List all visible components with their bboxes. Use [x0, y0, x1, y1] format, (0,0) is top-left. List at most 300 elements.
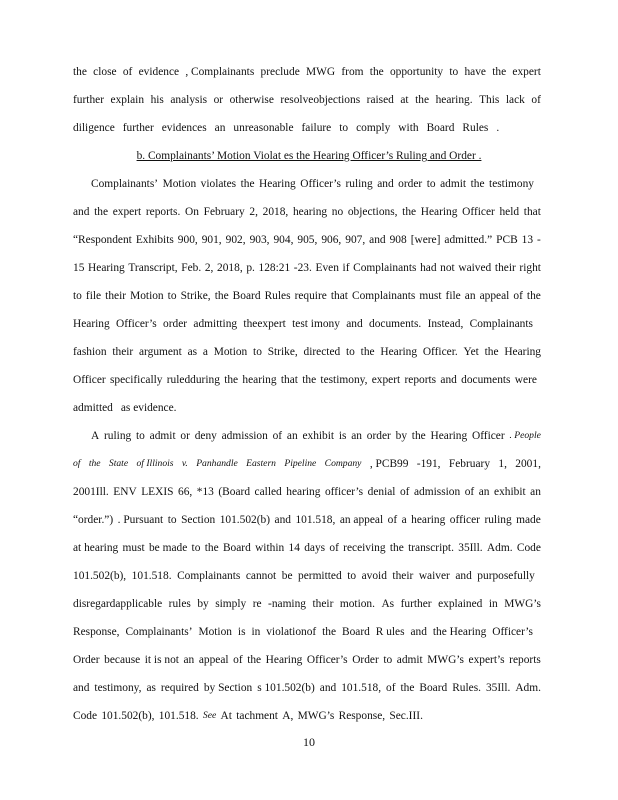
word: of	[386, 682, 396, 694]
word: This	[479, 94, 500, 106]
word: -191,	[416, 458, 441, 470]
word: p.	[246, 262, 255, 274]
word: as evidence.	[120, 402, 177, 414]
word: Motion	[162, 178, 197, 190]
word: it is not	[144, 654, 179, 666]
word: denial	[367, 486, 396, 498]
word: ruling	[484, 514, 512, 526]
word: within	[255, 542, 285, 554]
word: 128:21	[258, 262, 291, 274]
word: of	[399, 486, 410, 498]
word: officer’s	[324, 486, 364, 498]
word: comply	[356, 122, 391, 134]
word: if	[342, 262, 350, 274]
word: the	[484, 346, 499, 358]
word: further	[122, 122, 154, 134]
word: as	[187, 346, 198, 358]
word: their	[392, 570, 414, 582]
word: documents.	[369, 318, 422, 330]
body-line	[73, 233, 541, 247]
word: Complainants	[353, 262, 417, 274]
word: LEXIS	[141, 486, 174, 498]
word: “order.”)	[73, 514, 114, 526]
word: tachment	[236, 710, 278, 722]
word: 2001,	[515, 458, 541, 470]
word: *13	[196, 486, 214, 498]
word: a	[202, 346, 208, 358]
word: expert	[512, 66, 541, 78]
word: expert’s	[468, 654, 505, 666]
word: receiving	[343, 542, 386, 554]
word: the	[88, 458, 101, 469]
word: Officer	[471, 430, 505, 442]
word: Complainants’	[125, 626, 193, 638]
word: with	[398, 122, 419, 134]
word: diligence	[73, 122, 115, 134]
word: waiver	[418, 570, 450, 582]
word: admit	[440, 178, 467, 190]
word: in	[488, 598, 498, 610]
word: 101.518,	[341, 682, 382, 694]
word: the	[389, 542, 404, 554]
word: 901,	[201, 234, 222, 246]
word: the	[492, 66, 507, 78]
word: (Board	[218, 486, 251, 498]
word: testimony,	[94, 682, 142, 694]
word: A,	[282, 710, 294, 722]
word: Motion	[198, 626, 232, 638]
body-line	[73, 373, 537, 387]
word: by Section	[203, 682, 253, 694]
word: ruling	[104, 430, 132, 442]
word: have	[464, 66, 486, 78]
word: his	[150, 94, 164, 106]
word: the	[73, 66, 87, 78]
body-line	[73, 513, 541, 527]
word: February	[448, 458, 491, 470]
word: and	[73, 682, 90, 694]
word: of	[513, 290, 523, 302]
word: hearing	[411, 514, 446, 526]
word: evidences	[161, 122, 207, 134]
word: be	[281, 570, 293, 582]
word: Panhandle	[196, 458, 238, 469]
word: theexpert	[243, 318, 286, 330]
word: 2018,	[217, 262, 243, 274]
word: as	[146, 682, 156, 694]
word: As	[381, 598, 395, 610]
word: further	[400, 598, 432, 610]
word: Sec.III.	[389, 710, 423, 722]
word: because	[104, 654, 141, 666]
word: admitted.”	[444, 234, 493, 246]
body-line	[73, 205, 541, 219]
word: hearing	[292, 206, 328, 218]
word: 66,	[178, 486, 193, 498]
word: of	[73, 458, 81, 469]
word: 13	[521, 234, 534, 246]
word: the	[302, 374, 317, 386]
word: of Illinois	[136, 458, 174, 469]
word: to	[347, 570, 357, 582]
word: appeal	[198, 654, 229, 666]
word: to	[167, 290, 177, 302]
word: at hearing	[73, 542, 119, 554]
word: and	[377, 178, 394, 190]
word: admit	[396, 654, 423, 666]
body-line	[91, 177, 534, 191]
word: must	[419, 290, 442, 302]
word: 2001Ill.	[73, 486, 109, 498]
word: ruledduring	[166, 374, 220, 386]
word: reports	[404, 374, 437, 386]
word: 15	[73, 262, 85, 274]
word: of	[233, 654, 243, 666]
word: MWG’s	[297, 710, 335, 722]
word: otherwise	[229, 94, 274, 106]
word: order	[398, 178, 423, 190]
word: made	[516, 514, 541, 526]
word: in	[251, 626, 261, 638]
word: reports	[509, 654, 541, 666]
word: file	[445, 290, 461, 302]
word: Hearing	[265, 654, 303, 666]
word: from	[341, 66, 364, 78]
word: 101.518.	[131, 570, 172, 582]
word: Adm.	[486, 542, 513, 554]
word: -23.	[293, 262, 312, 274]
word: 906,	[321, 234, 342, 246]
word: of	[272, 430, 283, 442]
word: 905,	[297, 234, 318, 246]
word: admitted	[73, 402, 113, 414]
word: -	[537, 234, 541, 246]
word: 900,	[177, 234, 198, 246]
word: officer	[449, 514, 480, 526]
word: Response,	[338, 710, 386, 722]
word: the	[224, 374, 239, 386]
word: the	[411, 430, 426, 442]
word: permitted	[298, 570, 342, 582]
word: opportunity	[389, 66, 444, 78]
word: , PCB99	[369, 458, 409, 470]
word: Transcript,	[128, 262, 178, 274]
word: admission	[221, 430, 268, 442]
word: R ules	[375, 626, 405, 638]
word: Code	[516, 542, 541, 554]
word: . Pursuant	[117, 514, 164, 526]
word: On	[185, 206, 199, 218]
word: Officer’s	[306, 654, 348, 666]
word: deny	[194, 430, 217, 442]
word: the	[240, 178, 255, 190]
word: Complainants’	[91, 178, 159, 190]
word: the	[94, 206, 109, 218]
word: resolveobjections	[280, 94, 361, 106]
word: expert	[112, 206, 142, 218]
word: 2,	[204, 262, 214, 274]
word: -naming	[268, 598, 306, 610]
word: Pipeline	[284, 458, 317, 469]
word: Adm.	[515, 682, 541, 694]
word: require	[294, 290, 327, 302]
word: their	[312, 598, 334, 610]
word: to	[253, 346, 262, 358]
word: the	[247, 654, 262, 666]
word: that	[330, 290, 348, 302]
word: and	[274, 514, 291, 526]
word: v.	[181, 458, 188, 469]
word: Officer’s	[492, 626, 533, 638]
word: 101.502(b),	[101, 710, 155, 722]
word: Feb.	[181, 262, 202, 274]
word: unreasonable	[233, 122, 294, 134]
body-line	[73, 681, 541, 695]
word: admission	[414, 486, 461, 498]
word: had	[420, 262, 437, 274]
word: Hearing	[504, 346, 541, 358]
word: the	[415, 94, 430, 106]
word: is	[338, 430, 347, 442]
word: the	[369, 66, 384, 78]
word: Company	[324, 458, 362, 469]
word: testimony,	[320, 374, 368, 386]
word: of	[531, 94, 541, 106]
word: or	[213, 94, 224, 106]
word: 35Ill.	[458, 542, 483, 554]
word: held	[499, 206, 520, 218]
word: Eastern	[246, 458, 276, 469]
word: to	[136, 430, 145, 442]
word: to	[383, 654, 393, 666]
word: rules	[168, 598, 191, 610]
word: Complainants	[469, 318, 533, 330]
word: their	[494, 262, 516, 274]
word: an	[286, 430, 298, 442]
word: to	[346, 346, 355, 358]
word: 904,	[273, 234, 294, 246]
word: explained	[438, 598, 483, 610]
word: 35Ill.	[485, 682, 511, 694]
word: re	[252, 598, 262, 610]
word: Board	[419, 682, 448, 694]
word: Board	[426, 122, 455, 134]
word: explain	[110, 94, 145, 106]
body-line	[91, 429, 541, 443]
word: to	[191, 542, 201, 554]
word: and	[346, 318, 363, 330]
word: their	[105, 290, 127, 302]
body-line	[73, 121, 499, 135]
word: close	[93, 66, 117, 78]
word: documents	[461, 374, 511, 386]
word: testimony	[489, 178, 534, 190]
word: and	[319, 682, 337, 694]
word: Hearing	[420, 206, 458, 218]
word: days	[304, 542, 326, 554]
word: is	[237, 626, 246, 638]
word: of	[122, 66, 133, 78]
word: were	[514, 374, 537, 386]
word: the	[204, 542, 219, 554]
word: Order	[73, 654, 100, 666]
word: Section	[181, 514, 216, 526]
word: Response,	[73, 626, 120, 638]
word: an	[351, 430, 363, 442]
body-line	[73, 569, 535, 583]
word: to	[73, 290, 82, 302]
body-line	[73, 93, 541, 107]
word: Hearing	[88, 262, 125, 274]
word: the	[470, 178, 485, 190]
word: directed	[303, 346, 341, 358]
word: hearing.	[435, 94, 473, 106]
word: ENV	[113, 486, 137, 498]
word: the	[322, 626, 337, 638]
word: cannot	[245, 570, 277, 582]
word: evidence	[138, 66, 180, 78]
word: analysis	[170, 94, 208, 106]
word: violates	[200, 178, 237, 190]
word: hearing	[286, 486, 321, 498]
word: preclude	[260, 66, 300, 78]
word: transcript.	[408, 542, 454, 554]
word: be made	[148, 542, 188, 554]
word: 902,	[225, 234, 246, 246]
word: MWG’s	[504, 598, 541, 610]
word: 101.502(b),	[73, 570, 127, 582]
word: 2,	[249, 206, 258, 218]
word: a	[401, 514, 407, 526]
word: State	[108, 458, 129, 469]
word: the	[360, 346, 375, 358]
word: Officer	[462, 206, 495, 218]
word: of	[387, 514, 398, 526]
body-line	[73, 317, 533, 331]
word: 907,	[345, 234, 366, 246]
word: 2018,	[262, 206, 289, 218]
body-line	[73, 261, 541, 275]
body-line	[73, 653, 541, 667]
word: Motion	[213, 346, 248, 358]
word: Hearing	[73, 318, 110, 330]
word: raised	[366, 94, 394, 106]
word: Rules.	[452, 682, 481, 694]
word: argument	[138, 346, 182, 358]
word: 14	[288, 542, 300, 554]
word: Exhibits	[135, 234, 174, 246]
word: an	[530, 486, 541, 498]
word: an	[183, 654, 195, 666]
word: Board	[222, 542, 251, 554]
word: admitting	[193, 318, 238, 330]
word: Yet	[463, 346, 479, 358]
word: 903,	[249, 234, 270, 246]
word: Officer’s	[300, 178, 341, 190]
word: Hearing	[259, 178, 296, 190]
word: failure	[301, 122, 332, 134]
word: the Hearing	[432, 626, 487, 638]
word: February	[203, 206, 245, 218]
word: [were]	[410, 234, 441, 246]
word: of	[329, 542, 339, 554]
word: order	[163, 318, 188, 330]
word: that	[280, 374, 298, 386]
word: , Complainants	[185, 66, 255, 78]
word: right	[519, 262, 541, 274]
word: Complainants	[352, 290, 416, 302]
word: Strike,	[267, 346, 298, 358]
word: See	[202, 710, 217, 721]
word: and	[455, 570, 472, 582]
word: file	[85, 290, 102, 302]
word: an appeal	[339, 514, 384, 526]
word: simply	[215, 598, 247, 610]
body-line	[73, 345, 541, 359]
word: that	[523, 206, 541, 218]
word: disregardapplicable	[73, 598, 163, 610]
word: Officer	[73, 374, 106, 386]
word: the	[400, 682, 415, 694]
word: .	[496, 122, 500, 134]
word: objections,	[347, 206, 398, 218]
word: Board	[232, 290, 261, 302]
section-heading-text: b. Complainants’ Motion Violat es the Hearing Officer’s Ruling and Order .	[136, 150, 482, 162]
word: and	[440, 374, 457, 386]
word: lack	[505, 94, 525, 106]
page-number: 10	[303, 735, 315, 749]
word: to	[426, 178, 436, 190]
word: an	[214, 122, 226, 134]
word: of	[464, 486, 475, 498]
word: A	[91, 430, 100, 442]
word: the	[402, 206, 417, 218]
word: 101.518.	[158, 710, 199, 722]
word: purposefully	[477, 570, 535, 582]
word: required	[160, 682, 199, 694]
word: MWG’s	[427, 654, 464, 666]
word: 908	[389, 234, 407, 246]
word: called	[254, 486, 282, 498]
word: order	[366, 430, 391, 442]
body-line	[73, 401, 177, 415]
body-line	[73, 65, 541, 79]
word: to	[449, 66, 459, 78]
word: At	[220, 710, 232, 722]
body-line	[73, 597, 541, 611]
word: Hearing	[380, 346, 418, 358]
word: Even	[315, 262, 339, 274]
word: Motion	[130, 290, 164, 302]
word: to	[339, 122, 349, 134]
word: the	[526, 290, 541, 302]
word: Rules	[264, 290, 291, 302]
word: PCB	[496, 234, 518, 246]
word: their	[112, 346, 134, 358]
word: exhibit	[302, 430, 335, 442]
word: must	[122, 542, 145, 554]
section-heading	[0, 149, 618, 163]
body-line	[73, 457, 541, 471]
word: an	[464, 290, 476, 302]
word: test imony	[292, 318, 340, 330]
word: further	[73, 94, 104, 106]
word: waived	[458, 262, 492, 274]
word: motion.	[339, 598, 375, 610]
word: “Respondent	[73, 234, 132, 246]
word: ruling	[345, 178, 373, 190]
word: admit	[149, 430, 176, 442]
